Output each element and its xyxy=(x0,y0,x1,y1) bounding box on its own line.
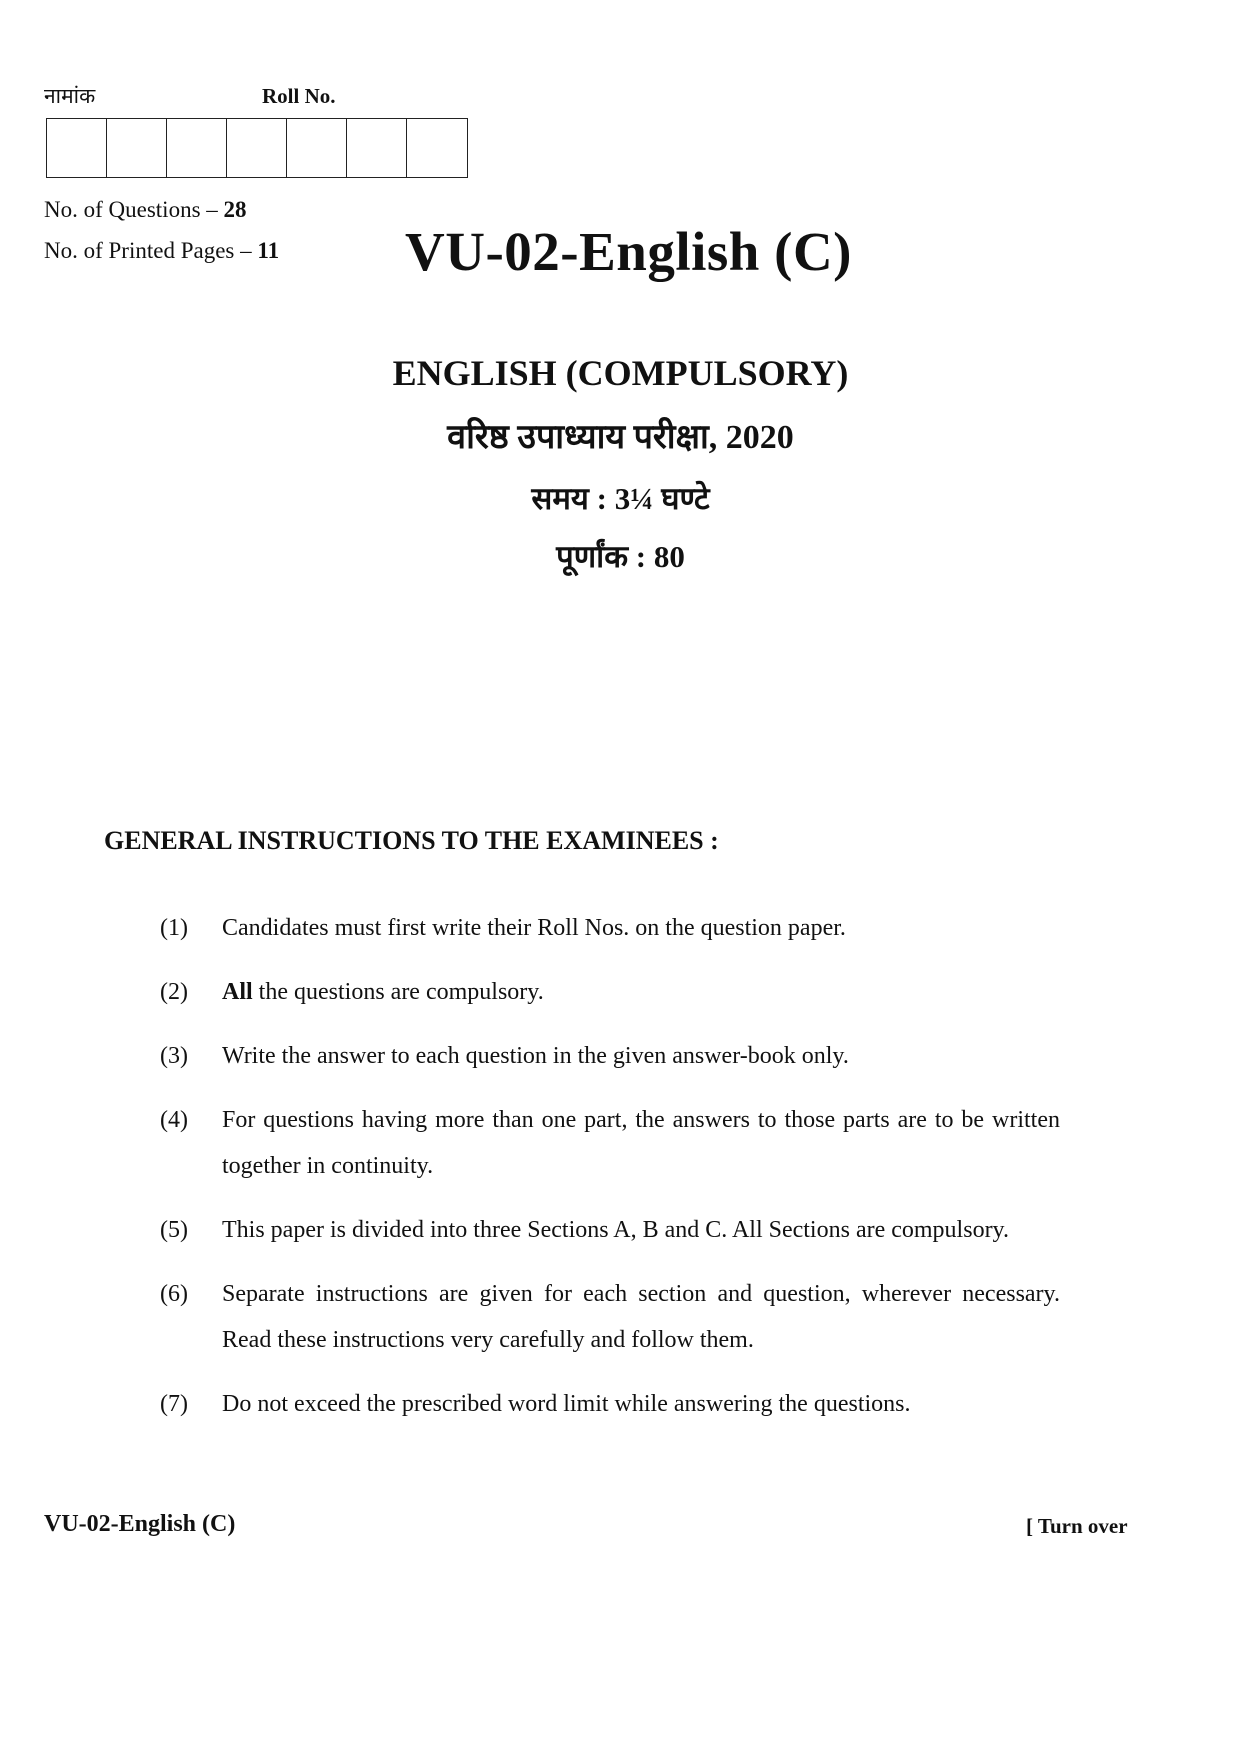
instruction-text xyxy=(222,1271,1060,1363)
time-label: समय : xyxy=(531,481,615,516)
instruction-number: (3) xyxy=(160,1043,188,1069)
time-value: 3¼ घण्टे xyxy=(614,481,710,516)
instruction-bold: All xyxy=(222,979,253,1005)
roll-number-label: Roll No. xyxy=(262,84,336,108)
roll-number-box[interactable] xyxy=(167,119,227,177)
roll-number-box[interactable] xyxy=(347,119,407,177)
instruction-item xyxy=(160,905,1060,951)
instruction-text xyxy=(222,1381,1060,1427)
instruction-body: Candidates must first write their Roll Nos. on the question paper. xyxy=(222,915,846,941)
instruction-item xyxy=(160,1097,1060,1189)
instruction-text xyxy=(222,1097,1060,1189)
instruction-item xyxy=(160,1033,1060,1079)
instruction-text xyxy=(222,1033,1060,1079)
instruction-item xyxy=(160,1207,1060,1253)
turn-over-label: [ Turn over xyxy=(1026,1514,1128,1538)
instructions-heading: GENERAL INSTRUCTIONS TO THE EXAMINEES : xyxy=(104,826,719,855)
exam-name: वरिष्ठ उपाध्याय परीक्षा, 2020 xyxy=(447,419,794,456)
roll-number-boxes xyxy=(46,118,468,178)
instruction-number: (7) xyxy=(160,1391,188,1417)
roll-number-box[interactable] xyxy=(227,119,287,177)
footer-paper-code: VU-02-English (C) xyxy=(44,1511,236,1537)
instruction-text xyxy=(222,905,1060,951)
number-of-questions xyxy=(44,197,247,223)
questions-label: No. of Questions – xyxy=(44,197,224,222)
exam-duration xyxy=(0,477,1241,519)
instruction-number: (5) xyxy=(160,1217,188,1243)
instruction-number: (6) xyxy=(160,1281,188,1307)
marks-value: 80 xyxy=(653,539,685,574)
instruction-body: This paper is divided into three Sections A, B and C. All Sections are compulsory. xyxy=(222,1217,1009,1243)
instruction-body: Separate instructions are given for each section and question, wherever necessary. Read these instructions very carefully and follow them. xyxy=(222,1281,1060,1353)
roll-number-box[interactable] xyxy=(287,119,347,177)
instruction-text xyxy=(222,1207,1060,1253)
instruction-number: (4) xyxy=(160,1107,188,1133)
instruction-body: the questions are compulsory. xyxy=(252,979,544,1005)
instruction-item xyxy=(160,1271,1060,1363)
roll-number-label-hindi: नामांक xyxy=(44,84,96,108)
pages-label: No. of Printed Pages – xyxy=(44,238,258,263)
total-marks xyxy=(0,535,1241,577)
instruction-item xyxy=(160,969,1060,1015)
instruction-number: (1) xyxy=(160,915,188,941)
instruction-text xyxy=(222,969,1060,1015)
instruction-body: Write the answer to each question in the given answer-book only. xyxy=(222,1043,849,1069)
marks-label: पूर्णांक : xyxy=(556,539,654,574)
number-of-printed-pages xyxy=(44,238,279,264)
roll-number-box[interactable] xyxy=(47,119,107,177)
instruction-body: Do not exceed the prescribed word limit while answering the questions. xyxy=(222,1391,911,1417)
instructions-list xyxy=(160,905,1060,1445)
roll-number-box[interactable] xyxy=(407,119,467,177)
roll-number-box[interactable] xyxy=(107,119,167,177)
pages-value: 11 xyxy=(257,238,280,263)
questions-value: 28 xyxy=(223,197,247,222)
instruction-body: For questions having more than one part, the answers to those parts are to be written together in continuity. xyxy=(222,1107,1060,1179)
paper-code-title: VU-02-English (C) xyxy=(405,221,852,282)
subject-title: ENGLISH (COMPULSORY) xyxy=(392,353,849,393)
instruction-item xyxy=(160,1381,1060,1427)
instruction-number: (2) xyxy=(160,979,188,1005)
